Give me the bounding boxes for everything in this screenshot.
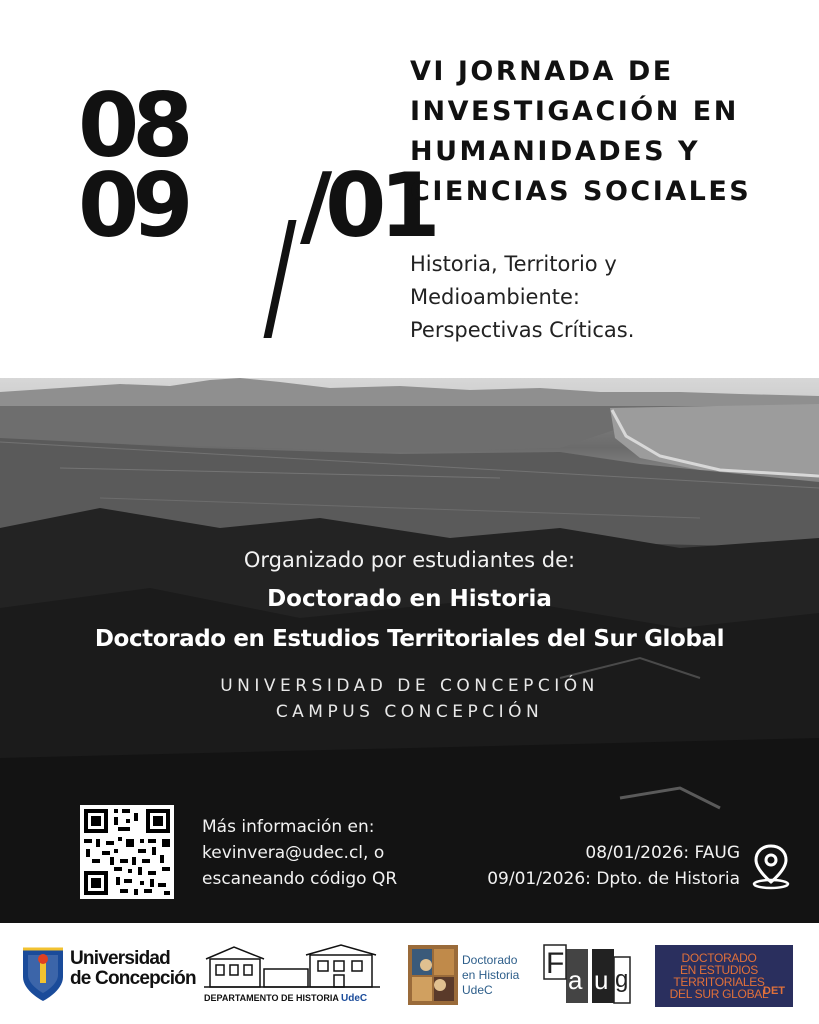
date-slash-divider bbox=[263, 220, 296, 338]
program-territorial-studies: Doctorado en Estudios Territoriales del Sur Global bbox=[94, 626, 725, 652]
title-line: HUMANIDADES Y bbox=[410, 136, 700, 167]
doc-line-2: en Historia bbox=[462, 968, 520, 982]
date-block bbox=[78, 74, 434, 262]
logo-departamento-historia bbox=[204, 943, 380, 1009]
event-title bbox=[410, 52, 810, 212]
campus-name: CAMPUS CONCEPCIÓN bbox=[275, 702, 544, 722]
logo-universidad-de-concepcion bbox=[20, 945, 196, 1007]
date-month: /01 bbox=[300, 154, 434, 257]
info-line: Más información en: bbox=[202, 817, 375, 837]
title-line: VI JORNADA DE bbox=[410, 56, 674, 87]
faug-logo-icon bbox=[542, 943, 632, 1009]
svg-text:a: a bbox=[568, 965, 583, 995]
doc-line-1: Doctorado bbox=[462, 953, 518, 967]
date-day-2: 09 bbox=[78, 154, 187, 257]
subtitle-line: Perspectivas Críticas. bbox=[410, 318, 635, 342]
contact-info bbox=[202, 814, 442, 892]
dets-line-3: TERRITORIALES bbox=[673, 975, 765, 989]
qr-code-icon[interactable] bbox=[80, 805, 174, 899]
logo-faug bbox=[542, 943, 632, 1009]
dets-line-2: EN ESTUDIOS bbox=[679, 963, 759, 977]
udec-line-1: Universidad bbox=[70, 948, 170, 969]
venue-line-2: 09/01/2026: Dpto. de Historia bbox=[487, 869, 740, 889]
doctorado-artwork-icon bbox=[408, 945, 458, 1005]
building-icon bbox=[204, 943, 380, 991]
doc-line-3: UdeC bbox=[462, 983, 493, 997]
udec-line-2: de Concepción bbox=[70, 968, 196, 989]
dets-line-4: DEL SUR GLOBAL bbox=[669, 987, 769, 1001]
depto-wordmark bbox=[204, 993, 380, 1004]
subtitle-line: Historia, Territorio y bbox=[410, 252, 617, 276]
university-name: UNIVERSIDAD DE CONCEPCIÓN bbox=[220, 676, 599, 696]
organizers-lead: Organizado por estudiantes de: bbox=[243, 548, 576, 572]
dets-line-1: DOCTORADO bbox=[681, 951, 757, 965]
info-line: escaneando código QR bbox=[202, 869, 398, 889]
udec-shield-icon bbox=[20, 945, 66, 1005]
event-subtitle bbox=[410, 248, 790, 347]
date-day-1: 08 bbox=[78, 74, 187, 177]
venue-line-1: 08/01/2026: FAUG bbox=[585, 843, 740, 863]
dets-wordmark bbox=[661, 952, 777, 1000]
logo-doctorado-estudios-territoriales bbox=[655, 945, 793, 1007]
svg-text:u: u bbox=[594, 965, 609, 995]
svg-text:g: g bbox=[615, 966, 629, 993]
subtitle-line: Medioambiente: bbox=[410, 285, 580, 309]
sponsor-logos bbox=[0, 923, 819, 1024]
udec-wordmark bbox=[70, 949, 196, 989]
program-history: Doctorado en Historia bbox=[267, 586, 552, 612]
contact-email[interactable]: kevinvera@udec.cl, o bbox=[202, 843, 385, 863]
logo-doctorado-historia bbox=[408, 945, 528, 1007]
location-pin-icon bbox=[750, 842, 792, 890]
depto-main: DEPARTAMENTO DE HISTORIA bbox=[204, 993, 342, 1003]
venue-dates bbox=[440, 840, 740, 892]
depto-brand: UdeC bbox=[341, 993, 368, 1004]
doctorado-wordmark bbox=[462, 953, 519, 998]
title-line: INVESTIGACIÓN EN bbox=[410, 96, 739, 127]
title-line: CIENCIAS SOCIALES bbox=[410, 176, 752, 207]
dets-abbreviation: DET bbox=[763, 985, 785, 997]
svg-text:F: F bbox=[546, 947, 565, 980]
